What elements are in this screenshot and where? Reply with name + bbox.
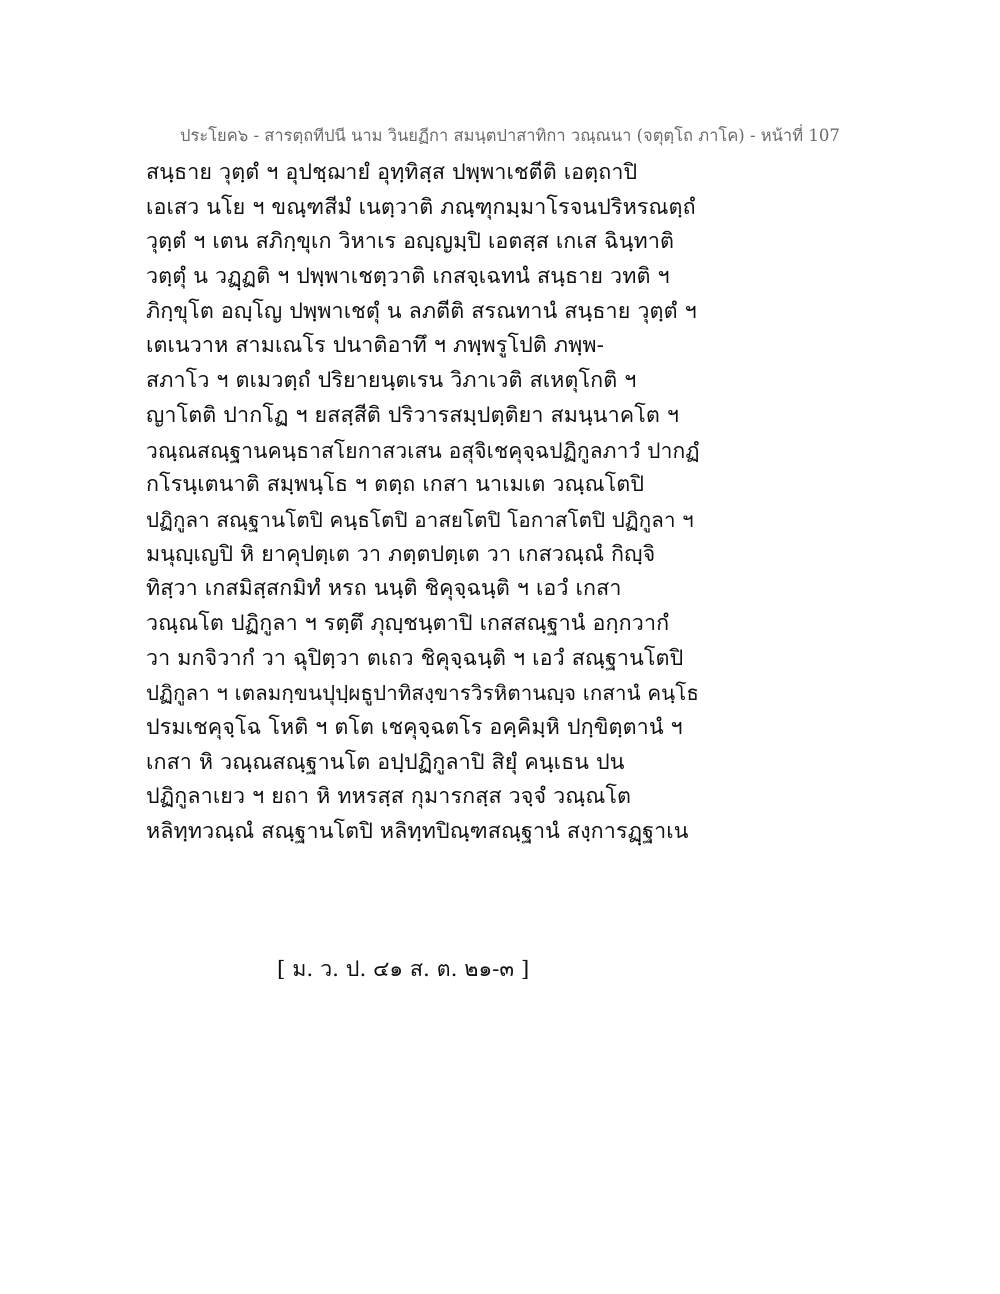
text-line: ปฏิกูลา ฯ เตลมกฺขนปุปฺผธูปาทิสงฺขารวิรหิตานญฺจ เกสานํ คนฺโธ: [146, 681, 699, 706]
source-reference: [ ม. ว. ป. ๔๑ ส. ต. ๒๑-๓ ]: [277, 957, 530, 982]
text-line: กโรนฺเตนาติ สมฺพนฺโธ ฯ ตตฺถ เกสา นาเมเต วณฺณโตปิ: [146, 472, 645, 498]
text-line: วณฺณสณฺฐานคนฺธาสโยกาสวเสน อสุจิเชคุจฺฉปฏิกูลภาวํ ปากฏํ: [146, 438, 700, 463]
text-line: ปฏิกูลาเยว ฯ ยถา หิ ทหรสฺส กุมารกสฺส วจฺจํ วณฺณโต: [146, 784, 632, 810]
text-line: สนฺธาย วุตฺตํ ฯ อุปชฺฌายํ อุทฺทิสฺส ปพฺพาเชตีติ เอตฺถาปิ: [146, 160, 638, 185]
text-line: วุตฺตํ ฯ เตน สภิกฺขุเก วิหาเร อญฺญมฺปิ เอตสฺส เกเส ฉินฺทาติ: [146, 229, 675, 255]
text-line: ญาโตติ ปากโฏ ฯ ยสสฺสีติ ปริวารสมฺปตฺติยา สมนฺนาคโต ฯ: [146, 402, 680, 428]
text-line: สภาโว ฯ ตเมวตฺถํ ปริยายนฺตเรน วิภาเวติ สเหตุโกติ ฯ: [146, 368, 637, 394]
text-line: ปรมเชคุจฺโฉ โหติ ฯ ตโต เชคุจฺฉตโร อคฺคิมฺหิ ปกฺขิตฺตานํ ฯ: [146, 715, 683, 740]
body-text: [146, 156, 700, 850]
text-line: วตฺตุํ น วฏฺฏติ ฯ ปพฺพาเชตฺวาติ เกสจฺเฉทนํ สนฺธาย วทติ ฯ: [146, 264, 670, 290]
text-line: เกสา หิ วณฺณสณฺฐานโต อปฺปฏิกูลาปิ สิยุํ คนฺเธน ปน: [146, 749, 625, 775]
text-line: มนุญฺเญปิ หิ ยาคุปตฺเต วา ภตฺตปตฺเต วา เกสวณฺณํ กิญฺจิ: [146, 541, 656, 567]
text-line: ทิสฺวา เกสมิสฺสกมิทํ หรถ นนฺติ ชิคุจฺฉนฺติ ฯ เอวํ เกสา: [146, 576, 622, 602]
text-line: เตเนวาห สามเณโร ปนาติอาทึ ฯ ภพฺพรูโปติ ภพฺพ-: [146, 333, 605, 359]
text-line: ภิกฺขุโต อญฺโญ ปพฺพาเชตุํ น ลภตีติ สรณทานํ สนฺธาย วุตฺตํ ฯ: [146, 298, 697, 324]
running-header: ประโยค๖ - สารตฺถทีปนี นาม วินยฏีกา สมนฺตปาสาทิกา วณฺณนา (จตุตฺโถ ภาโค) - หน้าที่ 107: [180, 126, 840, 145]
text-line: เอเสว นโย ฯ ขณฺฑสีมํ เนตฺวาติ ภณฺฑุกมฺมาโรจนปริหรณตฺถํ: [146, 194, 696, 220]
text-line: ปฏิกูลา สณฺฐานโตปิ คนฺธโตปิ อาสยโตปิ โอกาสโตปิ ปฏิกูลา ฯ: [146, 507, 694, 532]
text-line: วา มกจิวากํ วา ฉุปิตฺวา ตเถว ชิคุจฺฉนฺติ ฯ เอวํ สณฺฐานโตปิ: [146, 645, 684, 671]
text-line: หลิทฺทวณฺณํ สณฺฐานโตปิ หลิทฺทปิณฺฑสณฺฐานํ สงฺการฏฺฐาเน: [146, 819, 689, 845]
text-line: วณฺณโต ปฏิกูลา ฯ รตฺตึ ภุญฺชนฺตาปิ เกสสณฺฐานํ อกฺกวากํ: [146, 610, 670, 636]
